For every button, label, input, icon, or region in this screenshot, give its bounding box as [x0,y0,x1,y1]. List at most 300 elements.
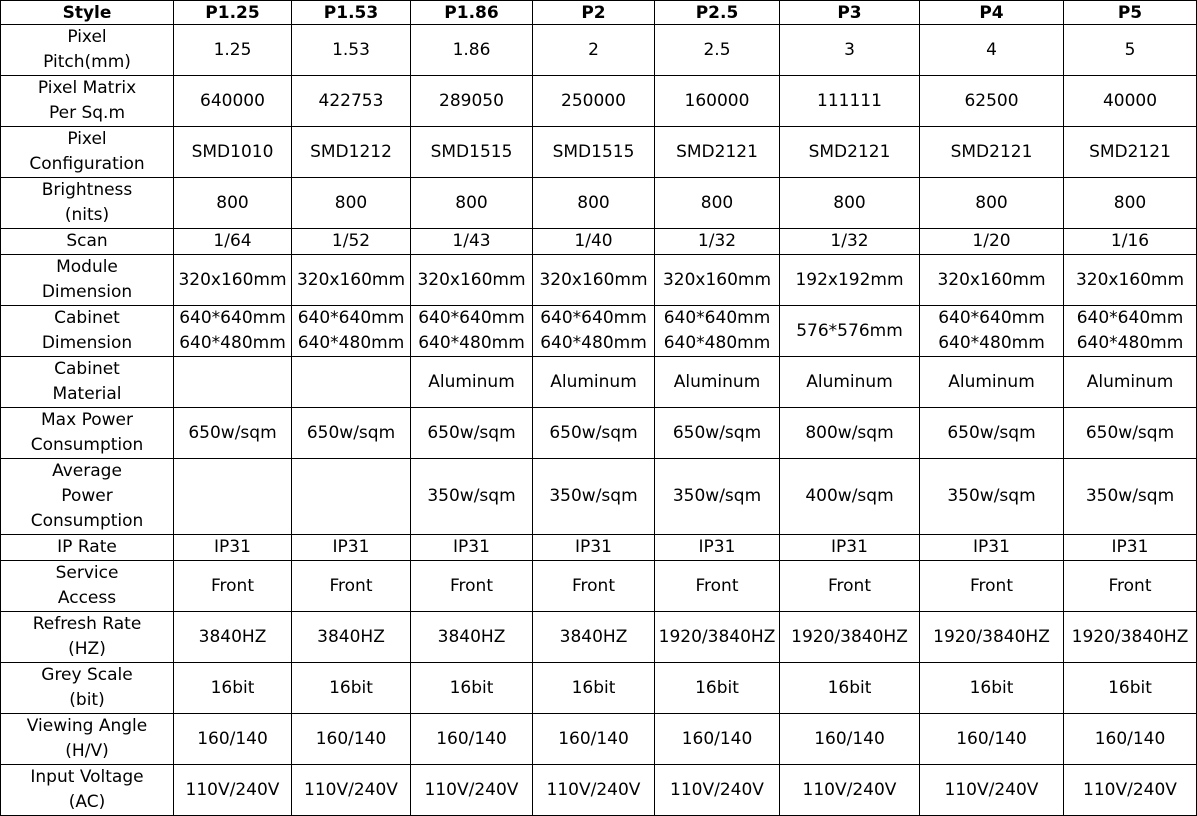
row-label-line: IP Rate [57,537,117,557]
value-line: 111111 [817,90,882,111]
value-line: Aluminum [806,371,893,392]
value-cell [174,459,292,535]
value-line: 16bit [969,677,1014,698]
value-cell [533,25,655,76]
value-cell [780,127,920,178]
value-cell [1064,229,1197,255]
value-line: 320x160mm [417,269,526,290]
value-cell [655,714,780,765]
row-label-line: Pixel [67,129,107,149]
value-cell [411,612,533,663]
value-cell [533,459,655,535]
value-line: 640000 [200,90,265,111]
value-cell [655,127,780,178]
value-cell [411,459,533,535]
row-label [1,663,174,714]
value-cell [920,76,1064,127]
value-line: 16bit [695,677,739,698]
row-label-line: Per Sq.m [48,103,126,123]
value-cell [533,357,655,408]
value-line: Front [695,575,739,596]
value-line: IP31 [698,537,736,557]
value-line: 350w/sqm [672,486,762,506]
value-line: 350w/sqm [947,486,1036,506]
value-line: 800 [700,192,734,213]
value-cell [292,714,411,765]
row-label-line: Power [61,486,113,506]
row-label [1,459,174,535]
value-line: 320x160mm [662,269,772,290]
value-line: 16bit [329,677,373,698]
value-cell [1064,25,1197,76]
value-line: 1920/3840HZ [791,626,908,647]
row-label-line: Pitch(mm) [43,52,131,72]
row-label-line: Pixel Matrix [37,78,137,98]
row-label-line: Consumption [30,511,144,531]
row-label-line: Refresh Rate [32,614,142,634]
table-row [1,229,1197,255]
value-line: 640*480mm [1076,333,1184,353]
value-line: 16bit [827,677,872,698]
value-line: Aluminum [428,371,515,392]
table-row [1,561,1197,612]
value-cell [920,25,1064,76]
value-cell [411,127,533,178]
value-cell [411,25,533,76]
value-cell [533,127,655,178]
value-line: 400w/sqm [805,486,894,506]
value-cell [1064,255,1197,306]
value-cell [411,357,533,408]
row-label-line: Module [56,257,118,277]
value-line: Front [828,575,871,596]
value-cell [533,714,655,765]
row-label-line: (bit) [69,690,105,710]
value-cell [174,714,292,765]
value-cell [1064,535,1197,561]
value-cell [533,535,655,561]
row-label-line: Dimension [41,333,133,353]
row-label-line: Cabinet [54,359,120,379]
value-cell [292,76,411,127]
value-cell [292,408,411,459]
value-cell [533,663,655,714]
value-line: 2 [588,39,599,60]
row-label [1,561,174,612]
value-cell [292,127,411,178]
table-row [1,127,1197,178]
table-row [1,459,1197,535]
value-line: 1/16 [1110,231,1150,251]
value-cell [292,306,411,357]
value-line: Front [450,575,493,596]
row-label [1,76,174,127]
value-cell [655,561,780,612]
value-cell [655,357,780,408]
table-row [1,714,1197,765]
value-line: 16bit [210,677,255,698]
value-line: 16bit [1108,677,1152,698]
row-label [1,255,174,306]
value-cell [1064,127,1197,178]
value-cell [292,229,411,255]
value-line: 422753 [318,90,384,111]
value-line: 800 [833,192,866,213]
value-cell [1064,357,1197,408]
value-line: IP31 [453,537,490,557]
value-line: 640*480mm [179,333,286,353]
value-cell [411,765,533,816]
value-cell [1064,459,1197,535]
value-cell [292,612,411,663]
table-row [1,357,1197,408]
value-cell [920,459,1064,535]
value-line: 16bit [571,677,616,698]
value-line: 1/32 [830,231,869,251]
value-line: 320x160mm [296,269,406,290]
value-cell [533,255,655,306]
value-line: 160/140 [315,728,387,749]
value-line: 640*640mm [1076,308,1184,328]
value-cell [655,229,780,255]
value-cell [1064,663,1197,714]
row-label [1,535,174,561]
value-line: 3840HZ [437,626,506,647]
value-cell [533,178,655,229]
value-cell [174,25,292,76]
value-line: 640*480mm [938,333,1045,353]
value-line: 160/140 [814,728,885,749]
header-model: P1.25 [174,1,292,25]
row-label-line: Consumption [30,435,144,455]
value-line: 1/64 [213,231,252,251]
value-cell [174,178,292,229]
value-cell [655,535,780,561]
value-cell [292,459,411,535]
value-line: 110V/240V [424,779,519,800]
value-line: 350w/sqm [427,486,516,506]
value-line: 1920/3840HZ [1071,626,1189,647]
value-cell [292,255,411,306]
value-cell [411,76,533,127]
value-line: SMD1515 [552,141,635,162]
header-model: P1.53 [292,1,411,25]
value-line: Aluminum [1086,371,1174,392]
value-cell [292,178,411,229]
value-line: Aluminum [948,371,1035,392]
row-label [1,127,174,178]
value-cell [1064,178,1197,229]
value-line: SMD1515 [430,141,513,162]
value-cell [1064,561,1197,612]
value-line: 3840HZ [198,626,267,647]
value-line: 40000 [1102,90,1158,111]
value-cell [174,561,292,612]
value-cell [533,561,655,612]
value-line: 640*640mm [663,308,771,328]
value-line: 3 [844,39,855,60]
header-style: Style [1,1,174,25]
value-line: 110V/240V [670,779,764,800]
value-line: IP31 [575,537,612,557]
value-line: 350w/sqm [549,486,638,506]
value-cell [533,76,655,127]
value-cell [780,25,920,76]
value-line: Front [329,575,373,596]
row-label-line: Access [57,588,117,608]
row-label-line: Viewing Angle [26,716,148,736]
value-line: IP31 [831,537,868,557]
value-cell [780,229,920,255]
row-label-line: Configuration [29,154,145,174]
value-cell [174,229,292,255]
value-line: 1/52 [331,231,371,251]
value-cell [920,357,1064,408]
value-line: IP31 [332,537,370,557]
row-label [1,714,174,765]
value-cell [780,178,920,229]
value-line: 640*480mm [297,333,405,353]
row-label-line: (H/V) [65,741,109,761]
value-cell [174,127,292,178]
value-cell [780,357,920,408]
value-line: 640*640mm [540,308,647,328]
value-cell [920,408,1064,459]
value-line: 320x160mm [539,269,648,290]
value-cell [174,408,292,459]
value-cell [1064,612,1197,663]
table-row [1,535,1197,561]
value-cell [655,408,780,459]
value-cell [292,663,411,714]
row-label-line: Brightness [41,180,133,200]
row-label-line: Pixel [67,27,107,47]
table-row [1,178,1197,229]
value-line: IP31 [1111,537,1149,557]
header-model: P3 [780,1,920,25]
table-row [1,765,1197,816]
value-cell [655,306,780,357]
value-cell [1064,306,1197,357]
value-cell [174,76,292,127]
value-line: 110V/240V [802,779,897,800]
value-line: 110V/240V [304,779,398,800]
value-line: 650w/sqm [1085,422,1175,443]
row-label [1,357,174,408]
row-label [1,229,174,255]
row-label [1,178,174,229]
header-model: P1.86 [411,1,533,25]
row-label-line: Input Voltage [30,767,144,787]
value-cell [174,765,292,816]
value-cell [174,357,292,408]
value-line: 1920/3840HZ [658,626,776,647]
table-row [1,663,1197,714]
value-line: SMD2121 [1089,141,1171,162]
value-cell [655,25,780,76]
value-line: 160/140 [681,728,753,749]
value-cell [411,714,533,765]
value-cell [780,408,920,459]
value-line: 110V/240V [546,779,641,800]
value-cell [780,714,920,765]
value-line: 1/20 [972,231,1011,251]
value-line: 110V/240V [944,779,1039,800]
value-cell [411,561,533,612]
value-line: 320x160mm [178,269,287,290]
value-line: Front [970,575,1013,596]
value-line: 320x160mm [937,269,1046,290]
value-line: Aluminum [550,371,637,392]
value-line: 3840HZ [559,626,628,647]
value-cell [920,612,1064,663]
value-line: 1920/3840HZ [933,626,1050,647]
value-line: SMD2121 [808,141,891,162]
value-line: 1/43 [452,231,491,251]
row-label-line: Material [52,384,122,404]
value-line: 640*480mm [540,333,647,353]
value-cell [533,306,655,357]
value-line: 1.53 [332,39,370,60]
header-model: P4 [920,1,1064,25]
value-line: 576*576mm [796,320,903,341]
value-cell [780,663,920,714]
value-line: 110V/240V [185,779,280,800]
row-label-line: (nits) [64,205,110,225]
value-line: 650w/sqm [672,422,762,443]
value-cell [655,255,780,306]
value-cell [292,561,411,612]
value-cell [920,178,1064,229]
table-row [1,306,1197,357]
table-row [1,255,1197,306]
header-model: P5 [1064,1,1197,25]
row-label [1,306,174,357]
value-cell [292,25,411,76]
row-label-line: Dimension [41,282,133,302]
value-line: 4 [986,39,997,60]
value-line: 650w/sqm [427,422,516,443]
row-label-line: Max Power [41,410,133,430]
row-label-line: (AC) [68,792,106,812]
value-line: 800 [334,192,368,213]
header-row [1,1,1197,25]
value-cell [780,612,920,663]
row-label-line: Grey Scale [41,665,133,685]
value-line: 640*480mm [663,333,771,353]
value-cell [780,765,920,816]
row-label [1,25,174,76]
value-line: SMD2121 [950,141,1033,162]
value-line: 5 [1124,39,1136,60]
row-label [1,612,174,663]
value-cell [920,765,1064,816]
value-cell [174,535,292,561]
table-row [1,76,1197,127]
value-line: Aluminum [673,371,761,392]
value-line: 3840HZ [317,626,385,647]
value-cell [920,229,1064,255]
value-line: 160/140 [956,728,1027,749]
table-row [1,612,1197,663]
row-label [1,408,174,459]
value-cell [1064,408,1197,459]
value-cell [533,229,655,255]
value-line: 1.86 [452,39,491,60]
value-line: 160/140 [436,728,507,749]
value-cell [780,535,920,561]
value-line: 800 [216,192,249,213]
value-line: 110V/240V [1083,779,1177,800]
value-line: 640*640mm [418,308,525,328]
value-cell [292,765,411,816]
value-line: 192x192mm [795,269,904,290]
value-cell [533,408,655,459]
value-line: 650w/sqm [306,422,396,443]
value-line: 62500 [964,90,1019,111]
value-cell [292,357,411,408]
value-line: 160/140 [558,728,629,749]
value-line: 320x160mm [1075,269,1185,290]
row-label-line: Average [52,461,122,481]
value-line: 160/140 [1094,728,1166,749]
value-line: 16bit [449,677,494,698]
value-line: SMD1212 [310,141,392,162]
value-cell [920,663,1064,714]
value-cell [920,306,1064,357]
value-cell [411,408,533,459]
value-line: 289050 [439,90,504,111]
value-line: SMD2121 [676,141,758,162]
value-line: 1/40 [574,231,613,251]
value-cell [411,255,533,306]
value-line: 640*640mm [179,308,286,328]
value-line: 640*480mm [418,333,525,353]
value-cell [174,612,292,663]
value-line: 800 [1113,192,1147,213]
value-line: 1.25 [213,39,252,60]
value-cell [174,306,292,357]
value-line: 800 [577,192,610,213]
value-cell [920,535,1064,561]
value-line: Front [211,575,254,596]
value-cell [780,459,920,535]
value-line: IP31 [973,537,1010,557]
table-row [1,25,1197,76]
row-label-line: Cabinet [54,308,120,328]
value-line: 2.5 [703,39,731,60]
value-cell [920,127,1064,178]
value-cell [920,255,1064,306]
value-cell [920,714,1064,765]
value-cell [533,765,655,816]
value-line: 800 [975,192,1008,213]
header-model: P2 [533,1,655,25]
value-cell [655,76,780,127]
value-line: 800w/sqm [805,422,894,443]
value-cell [655,459,780,535]
value-cell [411,663,533,714]
value-line: 250000 [561,90,626,111]
value-line: 640*640mm [297,308,405,328]
value-line: 350w/sqm [1085,486,1175,506]
value-line: 650w/sqm [188,422,277,443]
value-line: Front [572,575,615,596]
row-label-line: Scan [66,231,108,251]
value-cell [411,178,533,229]
value-line: IP31 [214,537,251,557]
row-label [1,765,174,816]
